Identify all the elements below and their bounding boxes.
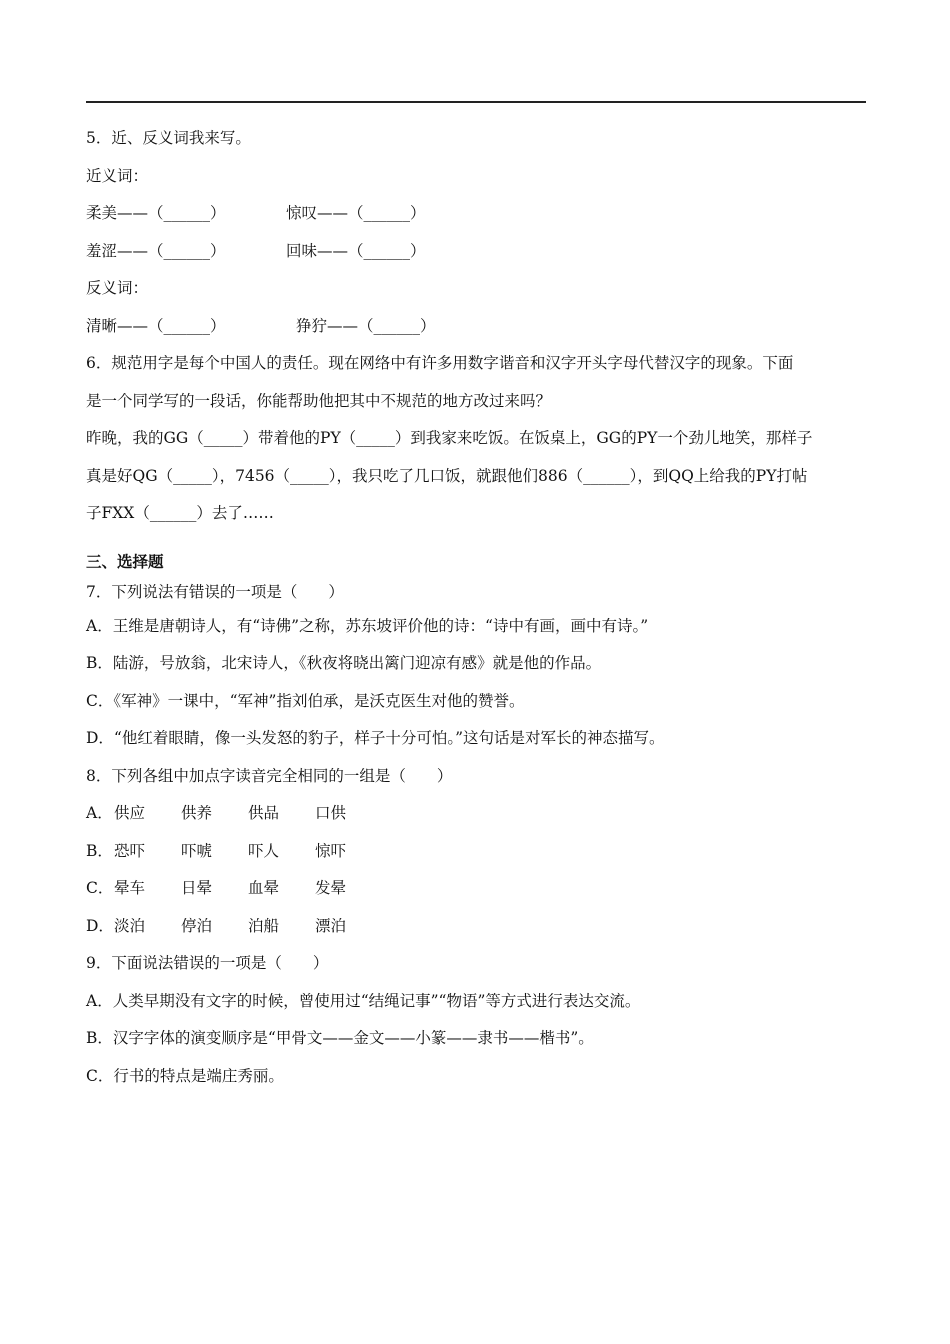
option-word: 恐吓 [114,841,146,860]
option-word: 漂泊 [315,916,347,935]
option-word: 口供 [315,804,347,822]
option-word: 吓人 [248,841,280,860]
antonym-label: 反义词： [86,279,149,297]
q9-option: B．汉字字体的演变顺序是“甲骨文——金文——小篆——隶书——楷书”。 [86,1029,594,1047]
option-label: C． [86,879,114,897]
q8-option-b [86,833,866,871]
synonym-item: 惊叹——（______） [286,204,426,222]
q9-option: C．行书的特点是端庄秀丽。 [86,1066,284,1085]
option-word: 血晕 [248,879,280,897]
q8-option-a [86,795,866,833]
option-word: 淡泊 [114,916,146,935]
header-rule [86,101,866,103]
q7-option: C．《军神》一课中，“军神”指刘伯承，是沃克医生对他的赞誉。 [86,691,525,710]
q8-option-c [86,870,866,908]
option-word: 停泊 [181,916,213,935]
option-word: 供应 [114,804,146,822]
q7-option: B．陆游，号放翁，北宋诗人，《秋夜将晓出篱门迎凉有感》就是他的作品。 [86,654,602,672]
q7-option: A．王维是唐朝诗人，有“诗佛”之称，苏东坡评价他的诗：“诗中有画，画中有诗。” [86,616,649,635]
q7-option: D．“他红着眼睛，像一头发怒的豹子，样子十分可怕。”这句话是对军长的神态描写。 [86,729,665,747]
worksheet-content [86,120,866,1095]
option-word: 供品 [248,804,280,822]
q6-line: 真是好QG（_____），7456（_____），我只吃了几口饭，就跟他们886（______），到QQ上给我的PY打帖 [86,466,808,485]
option-word: 泊船 [248,916,280,935]
q9-option: A．人类早期没有文字的时候，曾使用过“结绳记事”“物语”等方式进行表达交流。 [86,991,641,1010]
synonym-item: 柔美——（______） [86,204,226,222]
option-label: B． [86,841,113,860]
synonym-row-1 [86,195,866,233]
section-title: 三、选择题 [86,551,164,571]
synonym-item: 羞涩——（______） [86,241,226,260]
q6-line: 是一个同学写的一段话，你能帮助他把其中不规范的地方改过来吗？ [86,391,552,410]
option-word: 晕车 [114,879,146,897]
synonym-item: 回味——（______） [286,241,426,260]
q9-title: 9．下面说法错误的一项是（ ） [86,954,329,972]
option-word: 惊吓 [315,841,347,860]
q6-line: 子FXX（______）去了…… [86,504,274,522]
option-word: 吓唬 [181,841,213,860]
q7-title: 7．下列说法有错误的一项是（ ） [86,582,344,601]
q8-title: 8．下列各组中加点字读音完全相同的一组是（ ） [86,766,453,785]
option-word: 发晕 [315,879,347,897]
synonym-label: 近义词： [86,166,149,185]
antonym-item: 清晰——（______） [86,316,226,335]
option-word: 日晕 [181,879,213,897]
q5-title: 5．近、反义词我来写。 [86,129,251,147]
q8-option-d [86,908,866,946]
q6-line: 6．规范用字是每个中国人的责任。现在网络中有许多用数字谐音和汉字开头字母代替汉字的现象。下面 [86,354,794,372]
antonym-item: 狰狞——（______） [296,316,436,335]
antonym-row [86,308,866,346]
synonym-row-2 [86,233,866,271]
option-label: D． [86,916,114,935]
option-label: A． [86,804,113,822]
q6-line: 昨晚，我的GG（_____）带着他的PY（_____）到我家来吃饭。在饭桌上，GG的PY一个劲儿地笑，那样子 [86,429,813,447]
option-word: 供养 [181,804,213,822]
